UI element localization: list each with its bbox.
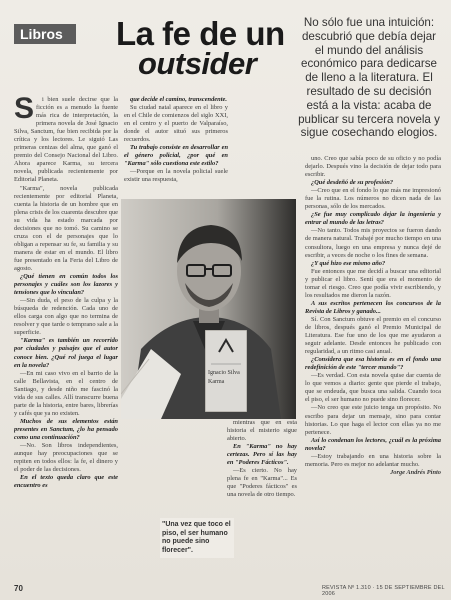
body-column-2 bbox=[124, 96, 228, 194]
article-lead: No sólo fue una intuición: descubrió que debía dejar el mundo del análisis económico para dedicarse de lleno a la literatura. El resultado de su decisión está a la vista: acaba de publicar su tercera novela y sigue cosechando elogios. bbox=[298, 16, 440, 140]
interview-question: Así lo condenan los lectores, ¿cuál es la próxima novela? bbox=[305, 436, 441, 452]
article-title bbox=[116, 15, 296, 81]
book-title: Karma bbox=[208, 379, 225, 385]
paragraph: —Sin duda, el peso de la culpa y la búsqueda de redención. Cada uno de ellos carga con algo que no termina de resolver y que tarde o temprano sale a la superficie. bbox=[14, 297, 118, 337]
interview-question: ¿Considera que esa historia es en el fondo una redefinición de este "tercer mundo"? bbox=[305, 356, 441, 372]
paragraph: —No creo que este juicio tenga un propósito. No escribo para dejar un mensaje, sino para contar historias. Lo que haga el lector con ellas ya no me pertenece. bbox=[305, 404, 441, 436]
drop-cap: S bbox=[14, 96, 35, 125]
body-column-1 bbox=[14, 96, 118, 586]
paragraph: —Es verdad. Con esta novela quise dar cuenta de lo que vemos a diario: gente que pierde el trabajo, que se endeuda, que busca una salida. Cuando toca el piso, el ser humano no puede sino florecer. bbox=[305, 372, 441, 404]
paragraph: Sí. Con Sanctum obtuve el premio en el concurso de libros, después ganó el Premio Municipal de Literatura. Ese fue uno de los que me ayudaron a seguir adelante. Desde entonces he publicado con regularidad, a un ritmo casi anual. bbox=[305, 315, 441, 356]
paragraph: —En mi caso vivo en el barrio de la calle Bellavista, en el centro de Santiago, y desde niño me fascinó la vida de sus calles. Allí transcurre buena parte de la historia, entre bares, librerías y cafés que ya no existen. bbox=[14, 369, 118, 417]
paragraph: "Karma", novela publicada recientemente por editorial Planeta, cuenta la historia de un hombre que en plena crisis de los cuarenta descubre que su vida ha estado marcada por decisiones que no tomó. Su camino se cruza con el de personajes que lo obligan a repensar su fe, su familia y su manera de estar en el mundo. El libro fue presentado en la Feria del Libro de agosto. bbox=[14, 184, 118, 272]
paragraph: i bien suele decirse que la ficción es a menudo la fuente más rica de interpretación, la primera novela de José Ignacio Silva, Sanctum, fue bien recibida por la crítica y los lectores. Le siguió Las primeras cenizas del alma, que ganó el premio del Consejo Nacional del Libro. Ahora aparece Karma, su tercera novela, publicada recientemente por Editorial Planeta. bbox=[14, 96, 118, 184]
paragraph: —Es cierto. No hay plena fe en "Karma"... Es que "Poderes fácticos" es una novela de otro tiempo. bbox=[227, 467, 297, 499]
paragraph: mientras que en esta historia el misterio sigue abierto. bbox=[227, 419, 297, 443]
title-line-1: La fe de un bbox=[116, 15, 285, 52]
body-column-3 bbox=[305, 155, 441, 590]
paragraph: —Estoy trabajando en una historia sobre la memoria. Pero es mejor no adelantar mucho. bbox=[305, 452, 441, 468]
paragraph: —Porque en la novela policial suele existir una respuesta, bbox=[124, 168, 228, 184]
paragraph: —No. Son libros independientes, aunque hay preocupaciones que se repiten en todos ellos: la fe, el dinero y el poder de las decisiones. bbox=[14, 442, 118, 474]
photo-caption: "Una vez que toco el piso, el ser humano no puede sino florecer". bbox=[160, 518, 234, 558]
interview-question: ¿Y qué hizo ese mismo año? bbox=[311, 259, 386, 267]
author-signature: Jorge Andrés Pinto bbox=[390, 468, 441, 476]
paragraph: —No tanto. Todos mis proyectos se fueron dando de manera natural. Trabajé por mucho tiempo en una consultora, luego en una empresa y nunca dejé de escribir, a veces de noche o los fines de semana. bbox=[305, 227, 441, 259]
interview-question: En "Karma" no hay certezas. Pero sí las hay en "Poderes Fácticos". bbox=[227, 443, 297, 467]
title-line-2: outsider bbox=[138, 46, 257, 81]
interview-question: ¿Qué tienen en común todos los personajes y cuáles son los lazores y tensiones que lo vinculan? bbox=[14, 273, 118, 297]
paragraph: Su ciudad natal aparece en el libro y en el Chile de comienzos del siglo XXI, en el centro y el puerto de Valparaíso, donde el autor situó sus primeros recuerdos. bbox=[124, 104, 228, 144]
paragraph: uno. Creo que sabía poco de su oficio y no podía dejarlo. Después vino la decisión de dejar todo para escribir. bbox=[305, 155, 441, 179]
interview-question: ¿Se fue muy complicado dejar la ingeniería y entrar al mundo de las letras? bbox=[305, 211, 441, 227]
book-cover bbox=[205, 330, 247, 412]
interview-question: ¿Qué desdeñó de su profesión? bbox=[311, 179, 394, 187]
paragraph: que decide el camino, transcendente. bbox=[130, 96, 227, 103]
page-number: 70 bbox=[14, 584, 23, 593]
interview-question: Muchos de sus elementos están presentes en Sanctum, ¿lo ha pensado como una continuación? bbox=[14, 417, 118, 441]
body-column-2-bottom bbox=[227, 419, 297, 591]
section-tag: Libros bbox=[14, 24, 76, 44]
interview-question: "Karma" es también un recorrido por ciudades y paisajes que el autor conoce bien. ¿Qué rol juega el lugar en la novela? bbox=[14, 337, 118, 369]
interview-question: A sus escritos pertenecen los concursos de la Revista de Libros y ganado... bbox=[305, 299, 441, 315]
paragraph: Fue entonces que me decidí a buscar una editorial y publicar el libro. Sentí que era el momento de tomar el riesgo. Creo que podía vivir escribiendo, y los resultados me dieron la razón. bbox=[305, 267, 441, 299]
book-author: Ignacio Silva bbox=[208, 370, 240, 376]
issue-line: REVISTA Nº 1.310 · 15 DE SEPTIEMBRE DEL 2006 bbox=[322, 585, 445, 597]
paragraph: —Creo que en el fondo lo que más me impresionó fue la rutina. Los números no dicen nada de las personas, sólo de los mercados. bbox=[305, 187, 441, 211]
interview-question: Tu trabajo consiste en desarrollar en el género policial, ¿por qué en "Karma" sólo cuestiona este estilo? bbox=[124, 144, 228, 168]
interview-question: En el texto queda claro que este encuentro es bbox=[14, 474, 118, 490]
